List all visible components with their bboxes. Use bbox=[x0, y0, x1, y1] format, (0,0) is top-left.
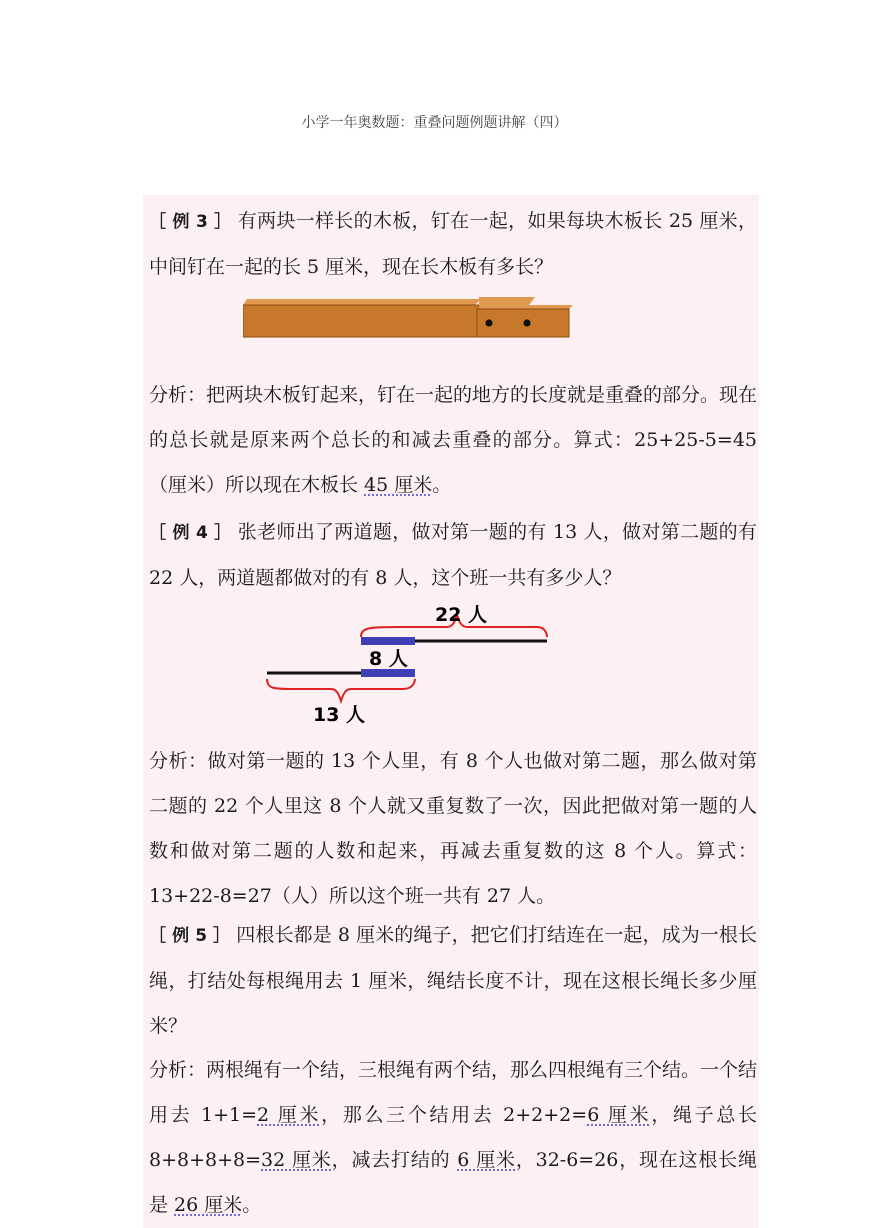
example-3-analysis bbox=[149, 373, 757, 508]
nail-hole-1 bbox=[485, 319, 492, 326]
label-8: 8 人 bbox=[369, 648, 408, 670]
example-4-analysis: 分析：做对第一题的 13 个人里，有 8 个人也做对第二题，那么做对第二题的 22 个人里这 8 个人就又重复数了一次，因此把做对第一题的人数和做对第二题的人数和起来，再减去重复数的这 8 个人。算式：13+22-8=27（人）所以这个班一共有 27 人。 bbox=[149, 750, 757, 907]
example-5-tag: ［ 例 5 ］ bbox=[149, 926, 231, 946]
board-left-top bbox=[243, 299, 481, 305]
brace-bottom bbox=[267, 679, 415, 701]
seg-1: 分析：两根绳有一个结，三根绳有两个结，那么四根绳有三个结。一个结用去 1+1= bbox=[149, 1059, 758, 1126]
board-right-top2 bbox=[479, 305, 573, 309]
nail-hole-2 bbox=[523, 319, 530, 326]
example-3-tag: ［ 例 3 ］ bbox=[149, 212, 232, 232]
example-3-question bbox=[149, 199, 757, 290]
answer-6cm: 6 厘米 bbox=[587, 1104, 652, 1126]
answer-2cm: 2 厘米 bbox=[257, 1104, 322, 1126]
example-5-question bbox=[149, 913, 757, 1049]
example-3-text: 有两块一样长的木板，钉在一起，如果每块木板长 25 厘米，中间钉在一起的长 5 厘米，现在长木板有多长？ bbox=[149, 210, 757, 278]
overlap-top-bar bbox=[361, 637, 415, 645]
seg-4: ，减去打结的 bbox=[331, 1149, 458, 1171]
example-4-tag: ［ 例 4 ］ bbox=[149, 523, 232, 543]
seg-6: 。 bbox=[242, 1194, 262, 1216]
period: 。 bbox=[432, 474, 452, 496]
example-4-question bbox=[149, 510, 757, 601]
overlap-bottom-bar bbox=[361, 669, 415, 677]
answer-26cm: 26 厘米 bbox=[174, 1194, 243, 1216]
people-overlap-diagram bbox=[253, 603, 553, 733]
content-area bbox=[143, 195, 759, 1228]
label-22: 22 人 bbox=[435, 604, 488, 626]
board-left bbox=[243, 305, 479, 337]
example-4-text: 张老师出了两道题，做对第一题的有 13 人，做对第二题的有 22 人，两道题都做对的有 8 人，这个班一共有多少人？ bbox=[149, 521, 757, 589]
answer-6cm-b: 6 厘米 bbox=[457, 1149, 516, 1171]
board-right-top bbox=[479, 297, 535, 305]
label-13: 13 人 bbox=[313, 704, 366, 726]
seg-5: ，32-6=26，现在这根长绳是 bbox=[149, 1149, 757, 1216]
seg-3: ，绳子总长 8+8+8+8= bbox=[149, 1104, 757, 1171]
example-5-text: 四根长都是 8 厘米的绳子，把它们打结连在一起，成为一根长绳，打结处每根绳用去 1 厘米，绳结长度不计，现在这根长绳长多少厘米？ bbox=[149, 924, 757, 1037]
analysis-text: 分析：把两块木板钉起来，钉在一起的地方的长度就是重叠的部分。现在的总长就是原来两个总长的和减去重叠的部分。算式：25+25-5=45（厘米）所以现在木板长 bbox=[149, 384, 758, 496]
page-header: 小学一年奥数题：重叠问题例题讲解（四） bbox=[301, 115, 568, 131]
example-5-analysis bbox=[149, 1048, 757, 1228]
answer-45: 45 厘米 bbox=[364, 474, 433, 496]
wood-board-diagram bbox=[243, 293, 573, 341]
seg-2: ，那么三个结用去 2+2+2= bbox=[321, 1104, 588, 1126]
answer-32cm: 32 厘米 bbox=[261, 1149, 332, 1171]
